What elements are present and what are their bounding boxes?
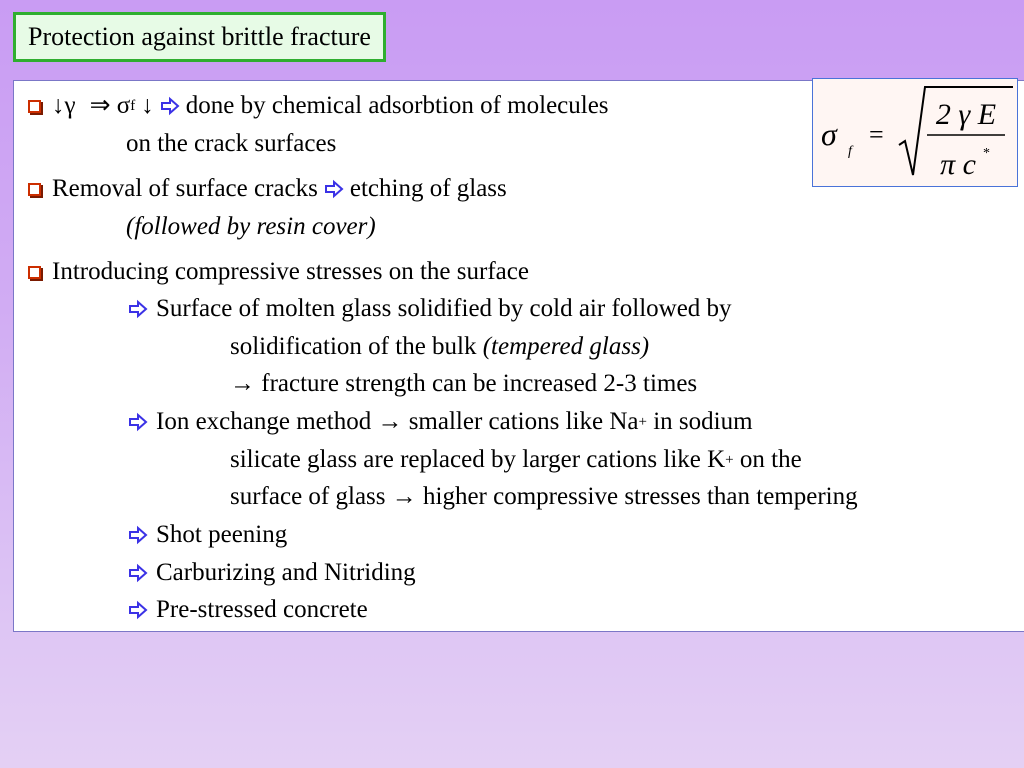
bullet-2-continuation	[126, 212, 376, 242]
bullet-1-text: done by chemical adsorbtion of molecules	[185, 92, 609, 119]
sub-bullet-3	[128, 520, 287, 550]
na-plus-superscript: +	[638, 414, 647, 430]
bullet-3-text: Introducing compressive stresses on the surface	[52, 258, 529, 285]
sub-bullet-1-cont2	[230, 369, 697, 399]
bullet-2-cont-text: (followed by resin cover)	[126, 213, 376, 240]
sigma-subscript-f: f	[130, 98, 136, 114]
sub-bullet-1-cont-b: (tempered glass)	[482, 333, 650, 360]
arrow-right-icon	[160, 96, 180, 116]
arrow-right-icon	[128, 299, 148, 319]
implies-sigma-symbol: ⇒ σ	[89, 92, 131, 119]
bullet-2	[28, 174, 507, 204]
sub-bullet-2-cont-a: silicate glass are replaced by larger cations like K	[230, 446, 726, 473]
arrow-right-icon	[128, 525, 148, 545]
bullet-1-continuation	[126, 129, 336, 159]
sub-bullet-1	[128, 294, 732, 324]
bullet-1	[28, 91, 609, 121]
arrow-right-icon	[324, 179, 344, 199]
slide-title-box	[13, 12, 386, 62]
bullet-2-text: Removal of surface cracks	[52, 175, 318, 202]
sub-bullet-2	[128, 407, 753, 437]
formula-star: *	[983, 146, 990, 161]
formula-sigma: σ	[821, 116, 837, 152]
sub-bullet-5	[128, 595, 368, 625]
checkbox-bullet-icon	[28, 266, 41, 279]
formula-graphic	[813, 79, 1019, 188]
bullet-2-text2: etching of glass	[349, 175, 507, 202]
bullet-3	[28, 257, 529, 287]
arrow-right-icon	[128, 563, 148, 583]
sub-bullet-2-cont-b: on the	[739, 446, 802, 473]
sub-bullet-1-cont-a: solidification of the bulk	[230, 333, 477, 360]
arrow-right-icon	[128, 600, 148, 620]
formula-numerator: 2 γ E	[935, 98, 997, 131]
formula-denominator: π c	[940, 148, 976, 181]
slide-title: Protection against brittle fracture	[28, 22, 371, 51]
checkbox-bullet-icon	[28, 100, 41, 113]
checkbox-bullet-icon	[28, 183, 41, 196]
sub-bullet-2-text-b: in sodium	[653, 408, 753, 435]
sub-bullet-5-text: Pre-stressed concrete	[156, 596, 368, 623]
sub-bullet-1-cont2-text: → fracture strength can be increased 2-3 times	[230, 370, 698, 397]
sub-bullet-3-text: Shot peening	[156, 521, 288, 548]
formula-subscript-f: f	[848, 144, 852, 159]
sub-bullet-1-text: Surface of molten glass solidified by cold air followed by	[156, 295, 732, 322]
arrow-right-icon	[128, 412, 148, 432]
sub-bullet-4-text: Carburizing and Nitriding	[156, 559, 416, 586]
bullet-1-cont-text: on the crack surfaces	[126, 130, 337, 157]
k-plus-superscript: +	[725, 452, 734, 468]
down-arrow-symbol: ↓	[141, 92, 154, 119]
sub-bullet-1-cont	[230, 332, 649, 362]
sub-bullet-2-cont2	[230, 482, 858, 512]
sub-bullet-2-cont2-text: surface of glass → higher compressive stresses than tempering	[230, 483, 858, 510]
sub-bullet-4	[128, 558, 416, 588]
sub-bullet-2-text-a: Ion exchange method → smaller cations like Na	[156, 408, 639, 435]
fracture-strength-formula	[812, 78, 1018, 187]
sub-bullet-2-cont	[230, 445, 802, 475]
formula-equals: =	[869, 120, 884, 149]
down-gamma-symbol: ↓γ	[52, 92, 76, 119]
